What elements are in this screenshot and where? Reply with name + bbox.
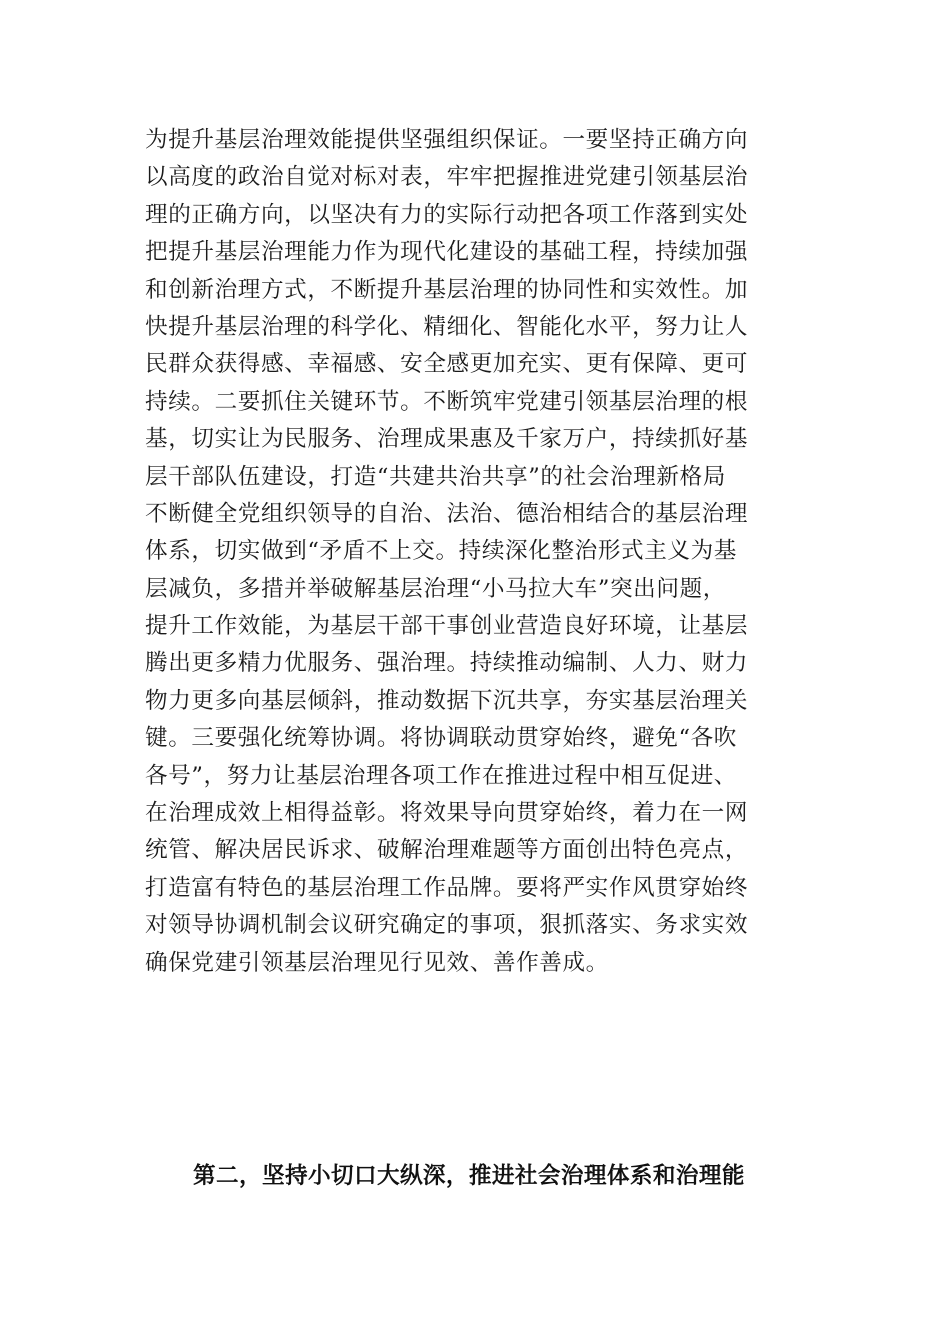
paragraph-line: 快提升基层治理的科学化、精细化、智能化水平，努力让人 — [145, 313, 749, 340]
paragraph-line: 各号”，努力让基层治理各项工作在推进过程中相互促进、 — [145, 762, 737, 789]
paragraph-line: 不断健全党组织领导的自治、法治、德治相结合的基层治理 — [145, 500, 749, 527]
paragraph-line: 基，切实让为民服务、治理成果惠及千家万户，持续抓好基 — [145, 426, 749, 453]
paragraph-line: 物力更多向基层倾斜，推动数据下沉共享，夯实基层治理关 — [145, 687, 749, 714]
paragraph-line: 理的正确方向，以坚决有力的实际行动把各项工作落到实处 — [145, 201, 749, 228]
paragraph-line: 统管、解决居民诉求、破解治理难题等方面创出特色亮点， — [145, 837, 749, 864]
paragraph-line: 提升工作效能，为基层干部干事创业营造良好环境，让基层 — [145, 613, 749, 640]
paragraph-line: 和创新治理方式，不断提升基层治理的协同性和实效性。加 — [145, 276, 749, 303]
paragraph-line: 民群众获得感、幸福感、安全感更加充实、更有保障、更可 — [145, 351, 749, 378]
paragraph-line: 层干部队伍建设，打造“共建共治共享”的社会治理新格局 — [145, 463, 726, 490]
paragraph-line: 确保党建引领基层治理见行见效、善作善成。 — [145, 949, 609, 976]
section-heading: 第二，坚持小切口大纵深，推进社会治理体系和治理能 — [193, 1163, 745, 1189]
paragraph-line: 打造富有特色的基层治理工作品牌。要将严实作风贯穿始终 — [145, 874, 749, 901]
body-paragraph — [145, 122, 815, 982]
paragraph-line: 为提升基层治理效能提供坚强组织保证。一要坚持正确方向 — [145, 127, 749, 153]
paragraph-line: 腾出更多精力优服务、强治理。持续推动编制、人力、财力 — [145, 650, 749, 677]
paragraph-line: 在治理成效上相得益彰。将效果导向贯穿始终，着力在一网 — [145, 800, 749, 827]
paragraph-line: 层减负，多措并举破解基层治理“小马拉大车”突出问题， — [145, 575, 726, 602]
paragraph-line: 以高度的政治自觉对标对表，牢牢把握推进党建引领基层治 — [145, 164, 749, 191]
paragraph-line: 持续。二要抓住关键环节。不断筑牢党建引领基层治理的根 — [145, 388, 749, 415]
paragraph-line: 体系，切实做到“矛盾不上交。持续深化整治形式主义为基 — [145, 538, 737, 565]
paragraph-line: 对领导协调机制会议研究确定的事项，狠抓落实、务求实效 — [145, 912, 749, 939]
paragraph-line: 键。三要强化统筹协调。将协调联动贯穿始终，避免“各吹 — [145, 725, 737, 752]
paragraph-line: 把提升基层治理能力作为现代化建设的基础工程，持续加强 — [145, 239, 749, 266]
